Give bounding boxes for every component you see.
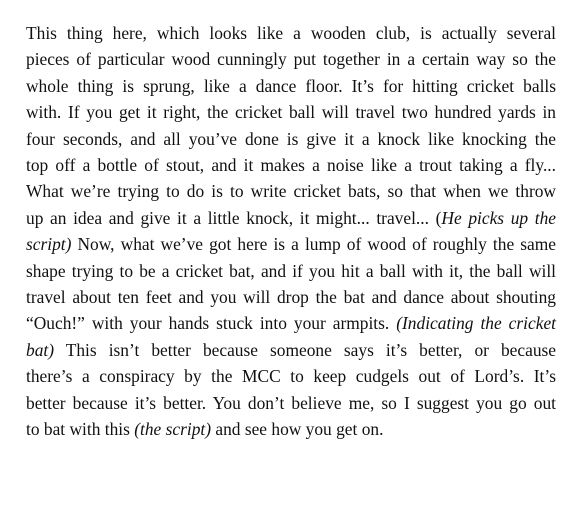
dialogue-text: whole thing is sprung, like a dance floor. It’s for hitting cricket balls (26, 75, 556, 96)
stage-direction: bat) (26, 339, 55, 360)
text-line (26, 46, 556, 72)
text-line (26, 284, 556, 310)
text-line (26, 231, 556, 257)
document-body (26, 20, 556, 443)
text-line (26, 337, 556, 363)
paragraph (26, 20, 556, 443)
text-line (26, 390, 556, 416)
dialogue-text: This isn’t better because someone says it’s better, or because (54, 339, 556, 360)
stage-direction: (the script) (134, 419, 212, 440)
dialogue-text: top off a bottle of stout, and it makes a noise like a trout taking a fly... (26, 155, 556, 176)
dialogue-text: up an idea and give it a little knock, it might... travel... ( (26, 207, 442, 228)
text-line (26, 205, 556, 231)
stage-direction: (Indicating the cricket (396, 313, 556, 334)
text-line (26, 258, 556, 284)
dialogue-text: and see how you get on. (211, 419, 384, 440)
dialogue-text: four seconds, and all you’ve done is give it a knock like knocking the (26, 128, 556, 149)
dialogue-text: shape trying to be a cricket bat, and if you hit a ball with it, the ball will (26, 260, 556, 281)
dialogue-text: to bat with this (26, 419, 135, 440)
text-line (26, 363, 556, 389)
text-line (26, 416, 556, 442)
dialogue-text: pieces of particular wood cunningly put together in a certain way so the (26, 49, 556, 70)
text-line (26, 178, 556, 204)
text-line (26, 73, 556, 99)
stage-direction: He picks up the (441, 207, 556, 228)
text-line (26, 310, 556, 336)
text-line (26, 99, 556, 125)
dialogue-text: “Ouch!” with your hands stuck into your armpits. (26, 313, 397, 334)
dialogue-text: Now, what we’ve got here is a lump of wood of roughly the same (71, 234, 556, 255)
text-line (26, 126, 556, 152)
dialogue-text: there’s a conspiracy by the MCC to keep cudgels out of Lord’s. It’s (26, 366, 556, 387)
text-line (26, 152, 556, 178)
text-line (26, 20, 556, 46)
dialogue-text: What we’re trying to do is to write cricket bats, so that when we throw (26, 181, 556, 202)
dialogue-text: better because it’s better. You don’t believe me, so I suggest you go out (26, 392, 556, 413)
dialogue-text: travel about ten feet and you will drop the bat and dance about shouting (26, 287, 556, 308)
stage-direction: script) (26, 234, 72, 255)
dialogue-text: This thing here, which looks like a wooden club, is actually several (26, 23, 556, 43)
dialogue-text: with. If you get it right, the cricket ball will travel two hundred yards in (26, 102, 556, 123)
